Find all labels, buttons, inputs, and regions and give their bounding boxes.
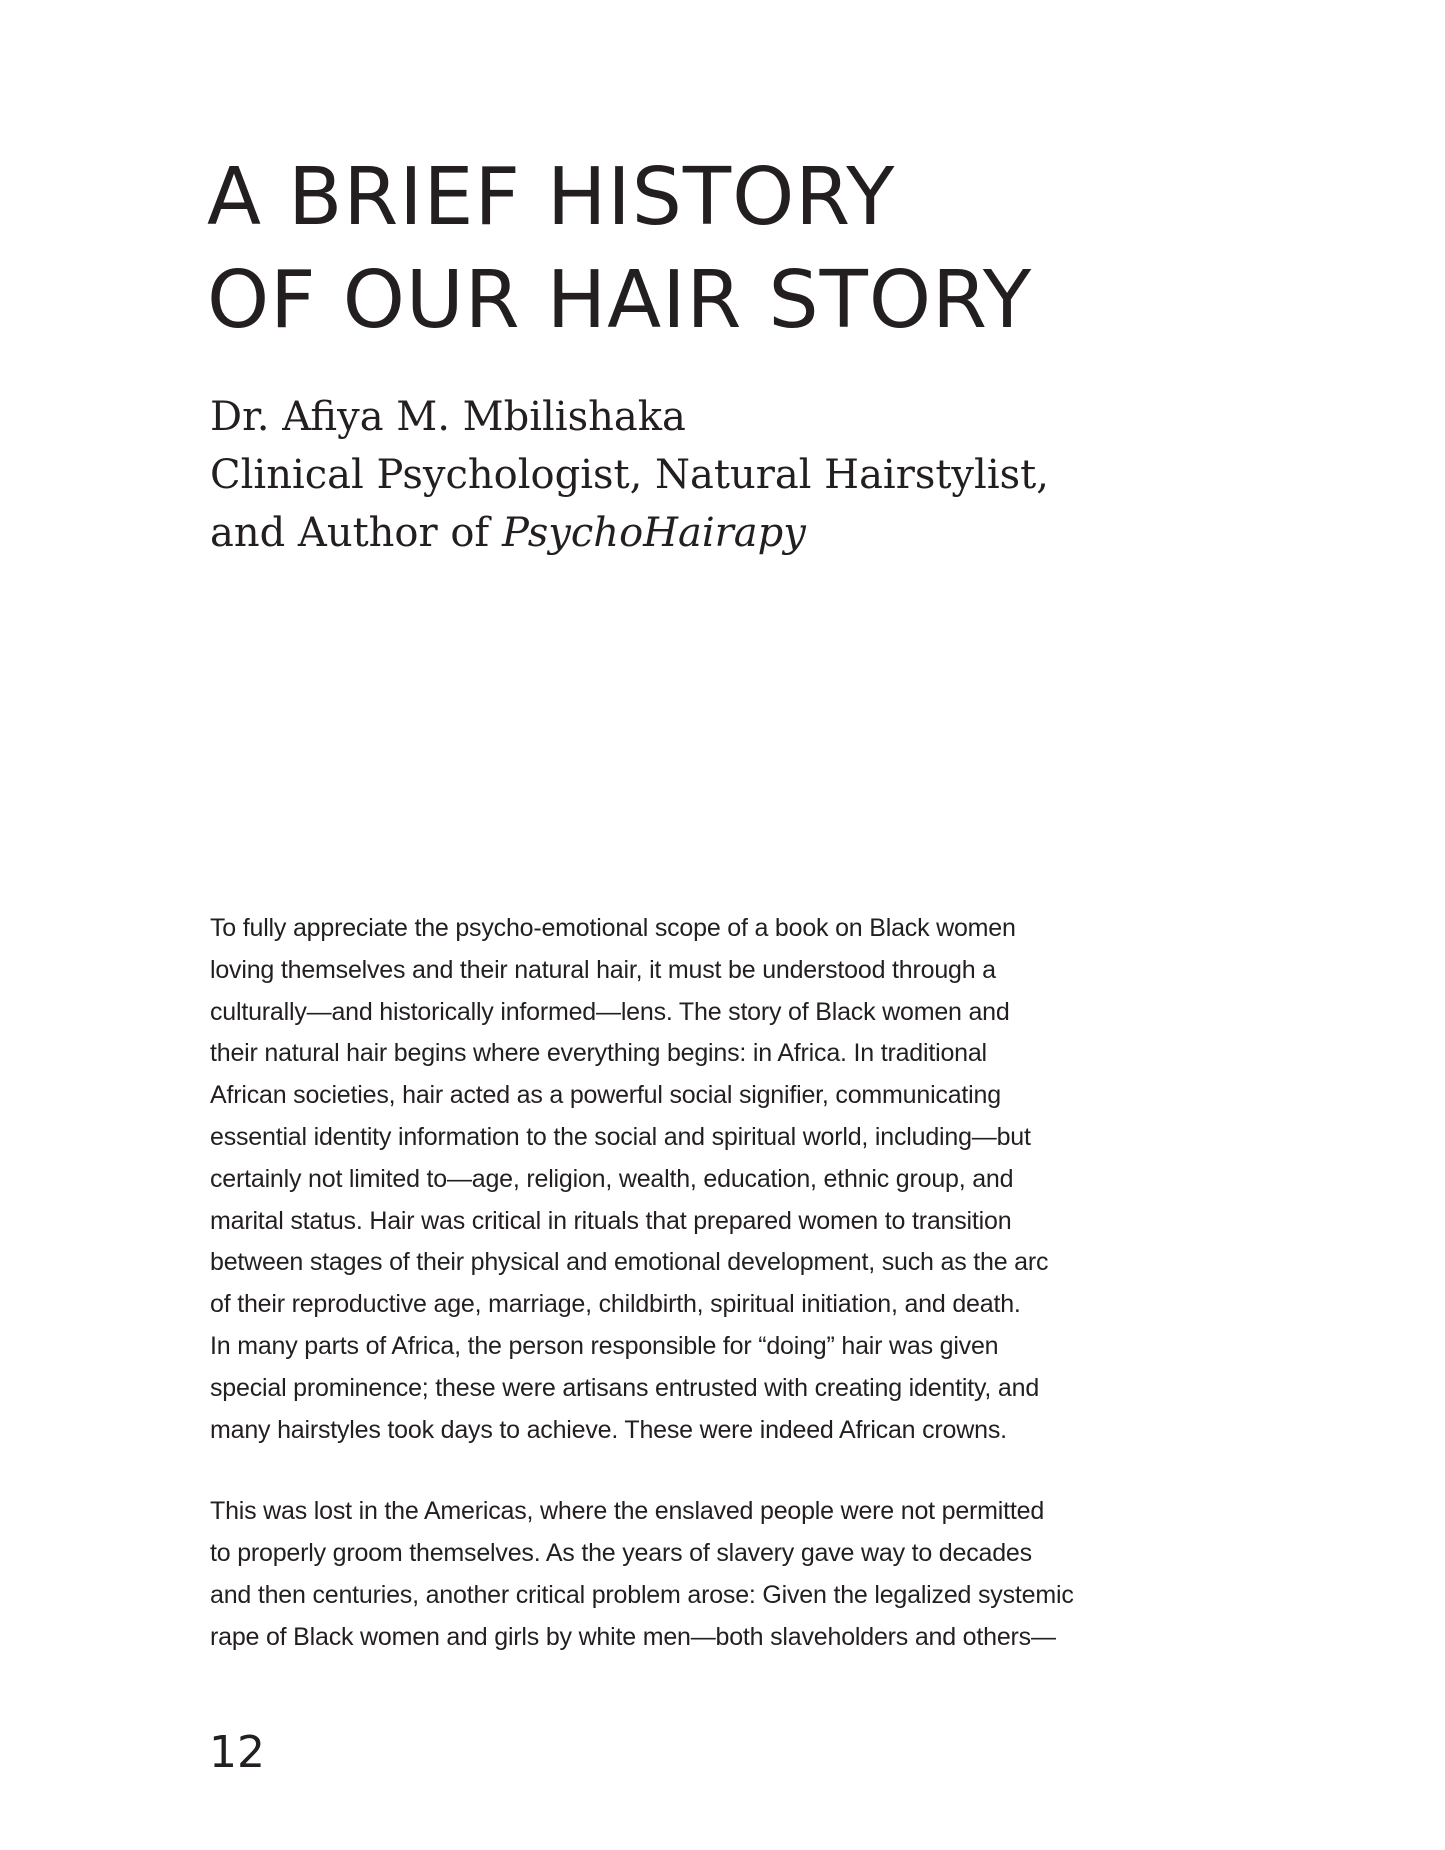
author-credit-prefix: and Author of <box>210 510 502 556</box>
chapter-title-line-1: A BRIEF HISTORY <box>207 151 896 243</box>
paragraph-2 <box>210 1491 1230 1658</box>
author-name: Dr. Afiya M. Mbilishaka <box>210 394 686 440</box>
author-credit <box>210 504 1049 562</box>
page-number: 12 <box>209 1727 265 1778</box>
text-line: rape of Black women and girls by white men—both slaveholders and others— <box>210 1622 1056 1651</box>
text-line: marital status. Hair was critical in rituals that prepared women to transition <box>210 1206 1012 1235</box>
chapter-title <box>207 146 1032 352</box>
text-line: culturally—and historically informed—lens. The story of Black women and <box>210 997 1010 1026</box>
text-line: certainly not limited to—age, religion, wealth, education, ethnic group, and <box>210 1164 1014 1193</box>
text-line: of their reproductive age, marriage, childbirth, spiritual initiation, and death. <box>210 1290 1021 1319</box>
chapter-title-line-2: OF OUR HAIR STORY <box>207 254 1033 346</box>
author-role: Clinical Psychologist, Natural Hairstylist, <box>210 452 1049 498</box>
text-line: essential identity information to the social and spiritual world, including—but <box>210 1122 1031 1151</box>
text-line: between stages of their physical and emotional development, such as the arc <box>210 1248 1049 1277</box>
text-line: loving themselves and their natural hair, it must be understood through a <box>210 955 996 984</box>
text-line: and then centuries, another critical problem arose: Given the legalized systemic <box>210 1580 1074 1609</box>
text-line: To fully appreciate the psycho-emotional scope of a book on Black women <box>210 914 1016 942</box>
text-line: to properly groom themselves. As the years of slavery gave way to decades <box>210 1539 1032 1568</box>
book-title: PsychoHairapy <box>501 510 806 556</box>
text-line: their natural hair begins where everything begins: in Africa. In traditional <box>210 1039 987 1068</box>
text-line: This was lost in the Americas, where the enslaved people were not permitted <box>210 1497 1045 1526</box>
body-text <box>210 908 1230 1699</box>
text-line: many hairstyles took days to achieve. These were indeed African crowns. <box>210 1415 1007 1444</box>
paragraph-1 <box>210 908 1230 1451</box>
author-byline <box>210 388 1049 562</box>
text-line: African societies, hair acted as a powerful social signifier, communicating <box>210 1081 1001 1110</box>
text-line: In many parts of Africa, the person responsible for “doing” hair was given <box>210 1331 999 1360</box>
text-line: special prominence; these were artisans entrusted with creating identity, and <box>210 1373 1040 1402</box>
